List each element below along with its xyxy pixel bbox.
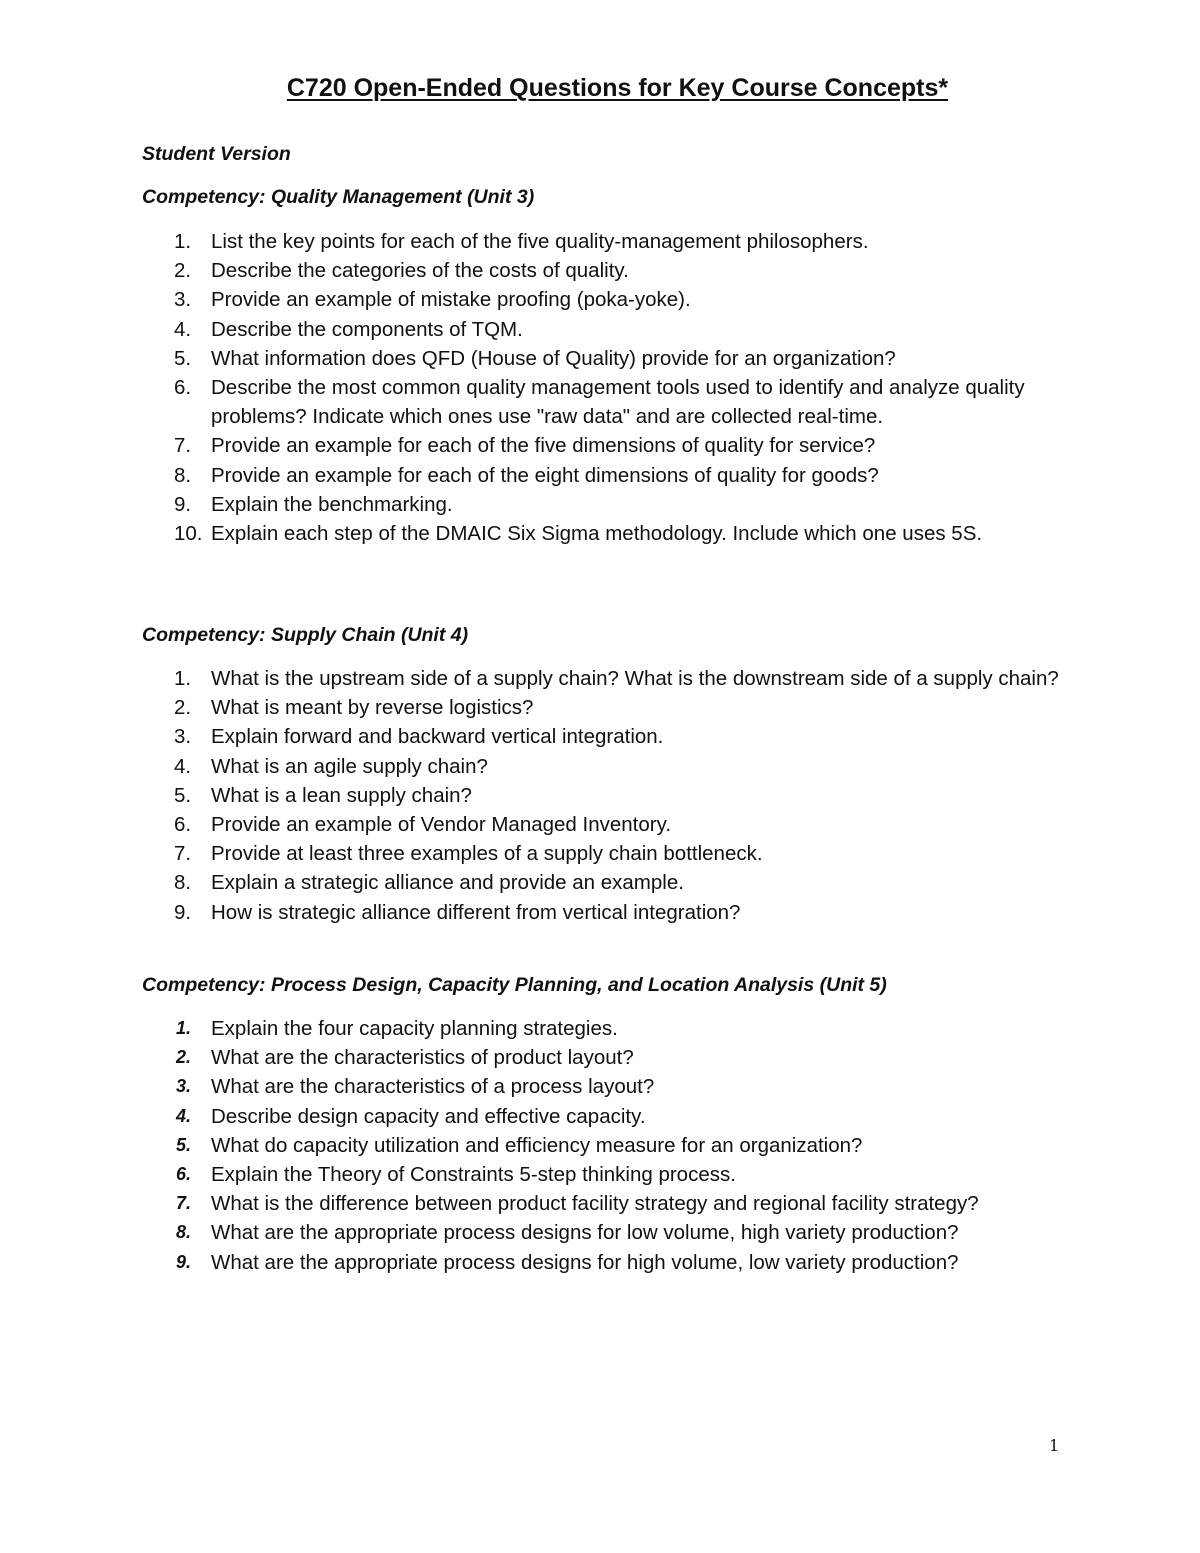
list-item: [0, 256, 1200, 285]
page-number: 1: [1049, 1436, 1060, 1455]
item-number: 4.: [174, 754, 192, 778]
item-text: What do capacity utilization and efficiency measure for an organization?: [211, 1133, 863, 1157]
list-item: [0, 1072, 1200, 1101]
section-heading-process-design: Competency: Process Design, Capacity Planning, and Location Analysis (Unit 5): [142, 974, 887, 996]
list-item: [0, 1248, 1200, 1277]
item-text: What is the difference between product facility strategy and regional facility strategy?: [211, 1192, 979, 1216]
item-text: Provide an example for each of the five dimensions of quality for service?: [211, 434, 876, 458]
list-item: [0, 285, 1200, 314]
list-item: [0, 1218, 1200, 1247]
item-text: What is the upstream side of a supply chain? What is the downstream side of a supply chain?: [211, 667, 1059, 690]
list-item: [0, 868, 1200, 897]
list-item: [0, 752, 1200, 781]
item-text: Provide an example of Vendor Managed Inventory.: [211, 813, 672, 837]
list-item: [0, 1189, 1200, 1218]
item-text: Provide an example of mistake proofing (poka-yoke).: [211, 288, 691, 312]
section-heading-supply-chain: Competency: Supply Chain (Unit 4): [142, 624, 469, 646]
list-item: [0, 490, 1200, 519]
item-text: What are the characteristics of product layout?: [211, 1046, 634, 1070]
item-number: 9.: [174, 900, 192, 924]
item-number: 6.: [174, 813, 192, 837]
question-list-process-design: [0, 1014, 1200, 1277]
section-heading-quality: Competency: Quality Management (Unit 3): [142, 186, 535, 208]
item-text: Explain the four capacity planning strategies.: [211, 1017, 618, 1040]
item-number: 3.: [176, 1076, 192, 1097]
item-text: Describe design capacity and effective capacity.: [211, 1104, 646, 1128]
list-item: [0, 693, 1200, 722]
item-number: 4.: [174, 317, 192, 341]
list-item: [0, 839, 1200, 868]
item-text: Provide at least three examples of a supply chain bottleneck.: [211, 842, 763, 866]
item-number: 10.: [174, 522, 203, 546]
item-text: What is a lean supply chain?: [211, 783, 472, 807]
list-item: [0, 373, 1200, 431]
item-text: Provide an example for each of the eight dimensions of quality for goods?: [211, 463, 879, 487]
item-text: Describe the categories of the costs of quality.: [211, 259, 629, 283]
item-number: 7.: [176, 1193, 192, 1214]
item-text: What are the appropriate process designs for high volume, low variety production?: [211, 1250, 959, 1274]
item-number: 3.: [174, 725, 192, 749]
item-number: 7.: [174, 842, 192, 866]
list-item: [0, 344, 1200, 373]
item-text: Describe the most common quality management tools used to identify and analyze quality problems? Indicate which ones use "raw data" and are collected real-time.: [211, 376, 1025, 429]
list-item: [0, 1043, 1200, 1072]
list-item: [0, 1102, 1200, 1131]
document-title: C720 Open-Ended Questions for Key Course Concepts*: [286, 74, 949, 102]
list-item: [0, 664, 1200, 693]
item-number: 3.: [174, 288, 192, 312]
item-number: 2.: [174, 259, 192, 283]
item-number: 6.: [174, 376, 192, 400]
item-text: What is meant by reverse logistics?: [211, 696, 534, 720]
item-number: 8.: [174, 871, 192, 895]
item-text: What information does QFD (House of Quality) provide for an organization?: [211, 346, 896, 370]
question-list-quality: [0, 227, 1200, 548]
list-item: [0, 1131, 1200, 1160]
item-number: 2.: [176, 1047, 192, 1068]
item-text: What are the characteristics of a process layout?: [211, 1075, 655, 1099]
item-number: 8.: [174, 463, 192, 487]
list-item: [0, 227, 1200, 256]
item-number: 1.: [174, 667, 192, 690]
item-number: 7.: [174, 434, 192, 458]
item-text: Explain the Theory of Constraints 5-step thinking process.: [211, 1163, 736, 1187]
list-item: [0, 461, 1200, 490]
item-text: Explain each step of the DMAIC Six Sigma methodology. Include which one uses 5S.: [211, 522, 983, 546]
list-item: [0, 519, 1200, 548]
item-number: 6.: [176, 1164, 192, 1185]
item-number: 1.: [176, 1018, 192, 1038]
list-item: [0, 722, 1200, 751]
item-text: What are the appropriate process designs for low volume, high variety production?: [211, 1221, 959, 1245]
item-text: What is an agile supply chain?: [211, 754, 488, 778]
item-number: 1.: [174, 230, 192, 253]
item-text: List the key points for each of the five quality-management philosophers.: [211, 230, 869, 253]
list-item: [0, 315, 1200, 344]
item-number: 9.: [174, 492, 192, 516]
item-number: 9.: [176, 1251, 192, 1272]
question-list-supply-chain: [0, 664, 1200, 927]
version-label: Student Version: [142, 143, 291, 165]
list-item: [0, 1160, 1200, 1189]
item-number: 5.: [174, 783, 192, 807]
list-item: [0, 898, 1200, 927]
item-text: Explain forward and backward vertical integration.: [211, 725, 664, 749]
list-item: [0, 810, 1200, 839]
list-item: [0, 1014, 1200, 1043]
item-number: 2.: [174, 696, 192, 720]
item-text: Explain the benchmarking.: [211, 492, 453, 516]
item-number: 5.: [176, 1134, 192, 1155]
list-item: [0, 781, 1200, 810]
item-text: Explain a strategic alliance and provide an example.: [211, 871, 684, 895]
item-number: 4.: [176, 1105, 192, 1126]
item-text: Describe the components of TQM.: [211, 317, 523, 341]
item-number: 8.: [176, 1222, 192, 1243]
item-number: 5.: [174, 346, 192, 370]
list-item: [0, 431, 1200, 460]
item-text: How is strategic alliance different from vertical integration?: [211, 900, 741, 924]
